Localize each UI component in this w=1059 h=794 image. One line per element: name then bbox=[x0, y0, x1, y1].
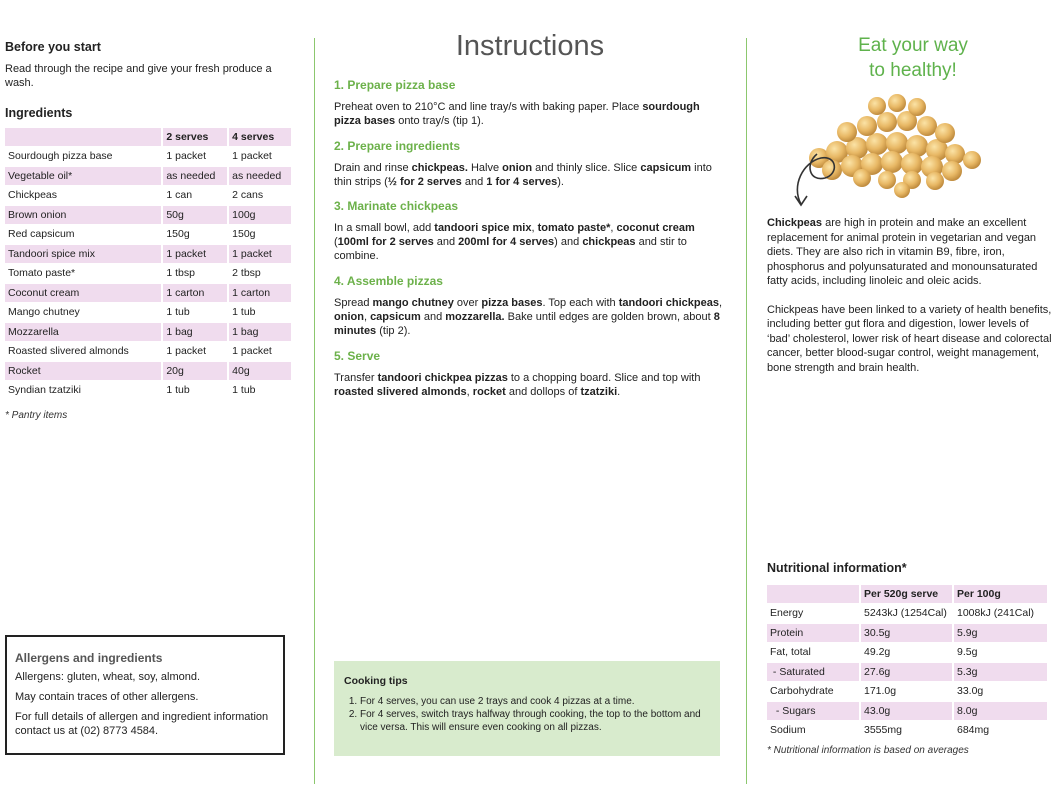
step-2-title: 2. Prepare ingredients bbox=[334, 139, 461, 153]
step-1 bbox=[334, 78, 726, 128]
nutrition-note: * Nutritional information is based on averages bbox=[767, 745, 969, 756]
before-you-start-text: Read through the recipe and give your fresh produce a wash. bbox=[5, 63, 272, 89]
chickpeas-info-paragraph-2: Chickpeas have been linked to a variety of health benefits, including better gut flora and digestion, lower levels of ‘bad’ cholesterol, lower risk of heart disease and colorectal cancer, better blood-sugar control, weight management, bone strength and brain health. bbox=[767, 303, 1052, 374]
pantry-note: * Pantry items bbox=[5, 410, 68, 421]
step-3-text: In a small bowl, add tandoori spice mix, tomato paste*, coconut cream (100ml for 2 serves and 200ml for 4 serves) and chickpeas and stir to combine. bbox=[334, 222, 695, 262]
cooking-tips-box bbox=[334, 661, 720, 756]
chickpeas-info-paragraph-1: Chickpeas are high in protein and make an excellent replacement for animal protein in vegetarian and vegan diets. They are also rich in vitamin B9, fibre, iron, phosphorus and polyunsaturated and monounsaturated fatty acids, including linoleic and oleic acids. bbox=[767, 217, 1038, 287]
ingredients-heading: Ingredients bbox=[5, 106, 73, 120]
step-2 bbox=[334, 139, 726, 189]
ingredient-name: Vegetable oil* bbox=[5, 167, 161, 185]
slogan-line-2: to healthy! bbox=[869, 60, 957, 81]
ingredient-name: Mozzarella bbox=[5, 323, 161, 341]
nutrient-per-100g: 5.3g bbox=[954, 663, 1047, 681]
ingredient-4-serves: 40g bbox=[229, 362, 291, 380]
table-row bbox=[767, 702, 1047, 720]
ingredient-2-serves: 1 bag bbox=[163, 323, 227, 341]
nutrient-name: Fat, total bbox=[767, 644, 859, 662]
ingredient-2-serves: 1 tub bbox=[163, 382, 227, 400]
nutrient-per-serve: 3555mg bbox=[861, 722, 952, 740]
step-4 bbox=[334, 274, 726, 338]
nutrient-per-serve: 49.2g bbox=[861, 644, 952, 662]
nutrient-name: Carbohydrate bbox=[767, 683, 859, 701]
nutrition-table bbox=[765, 583, 1049, 741]
chickpeas-info bbox=[767, 216, 1052, 389]
ingredient-4-serves: 1 packet bbox=[229, 245, 291, 263]
ingredient-2-serves: 1 tub bbox=[163, 304, 227, 322]
ingredients-header-row bbox=[5, 128, 291, 146]
table-row bbox=[5, 265, 291, 283]
ingredient-2-serves: as needed bbox=[163, 167, 227, 185]
ingredient-name: Syndian tzatziki bbox=[5, 382, 161, 400]
ingredients-table bbox=[3, 126, 293, 401]
step-5-title: 5. Serve bbox=[334, 349, 381, 363]
ingredients-header-2-serves: 2 serves bbox=[163, 128, 227, 146]
list-item: 2. For 4 serves, switch trays halfway through cooking, the top to the bottom and vice versa. This will ensure even cooking on all pizzas. bbox=[360, 708, 720, 734]
instructions-heading: Instructions bbox=[455, 30, 605, 62]
step-3 bbox=[334, 199, 726, 263]
ingredient-4-serves: 1 bag bbox=[229, 323, 291, 341]
ingredient-4-serves: 2 tbsp bbox=[229, 265, 291, 283]
nutrient-per-100g: 684mg bbox=[954, 722, 1047, 740]
step-5-text: Transfer tandoori chickpea pizzas to a chopping board. Slice and top with roasted slivered almonds, rocket and dollops of tzatziki. bbox=[334, 372, 701, 398]
nutrition-header-row bbox=[767, 585, 1047, 603]
table-row bbox=[767, 663, 1047, 681]
ingredient-name: Sourdough pizza base bbox=[5, 148, 161, 166]
ingredient-4-serves: 1 tub bbox=[229, 382, 291, 400]
cooking-tips-list bbox=[344, 695, 720, 734]
table-row bbox=[767, 624, 1047, 642]
step-1-title: 1. Prepare pizza base bbox=[334, 78, 456, 92]
nutrient-per-100g: 8.0g bbox=[954, 702, 1047, 720]
list-item: 1. For 4 serves, you can use 2 trays and cook 4 pizzas at a time. bbox=[360, 695, 720, 708]
nutrient-name: Energy bbox=[767, 605, 859, 623]
ingredient-name: Red capsicum bbox=[5, 226, 161, 244]
ingredient-2-serves: 20g bbox=[163, 362, 227, 380]
ingredient-name: Tomato paste* bbox=[5, 265, 161, 283]
table-row bbox=[5, 304, 291, 322]
table-row bbox=[5, 343, 291, 361]
ingredient-name: Brown onion bbox=[5, 206, 161, 224]
nutrient-per-100g: 9.5g bbox=[954, 644, 1047, 662]
ingredient-2-serves: 1 packet bbox=[163, 245, 227, 263]
nutrition-header-name bbox=[767, 585, 859, 603]
ingredient-4-serves: 150g bbox=[229, 226, 291, 244]
nutrient-name: Sodium bbox=[767, 722, 859, 740]
step-2-text: Drain and rinse chickpeas. Halve onion and thinly slice. Slice capsicum into thin strips (½ for 2 serves and 1 for 4 serves). bbox=[334, 162, 712, 188]
ingredient-4-serves: 1 carton bbox=[229, 284, 291, 302]
table-row bbox=[5, 148, 291, 166]
cooking-tips-heading: Cooking tips bbox=[344, 675, 408, 687]
nutrient-per-serve: 5243kJ (1254Cal) bbox=[861, 605, 952, 623]
ingredient-4-serves: 1 packet bbox=[229, 343, 291, 361]
nutrient-per-100g: 1008kJ (241Cal) bbox=[954, 605, 1047, 623]
slogan-line-1: Eat your way bbox=[858, 35, 968, 56]
nutrient-name: Protein bbox=[767, 624, 859, 642]
ingredient-2-serves: 1 can bbox=[163, 187, 227, 205]
ingredient-4-serves: 1 tub bbox=[229, 304, 291, 322]
step-4-title: 4. Assemble pizzas bbox=[334, 274, 443, 288]
nutrient-name: - Sugars bbox=[767, 702, 859, 720]
nutrient-per-100g: 33.0g bbox=[954, 683, 1047, 701]
allergens-traces: May contain traces of other allergens. bbox=[15, 691, 199, 703]
allergens-heading: Allergens and ingredients bbox=[15, 651, 163, 665]
chickpeas-pile bbox=[809, 94, 981, 198]
table-row bbox=[5, 206, 291, 224]
step-3-title: 3. Marinate chickpeas bbox=[334, 199, 459, 213]
ingredient-2-serves: 1 packet bbox=[163, 148, 227, 166]
table-row bbox=[5, 323, 291, 341]
table-row bbox=[5, 284, 291, 302]
ingredient-2-serves: 1 carton bbox=[163, 284, 227, 302]
ingredient-4-serves: 2 cans bbox=[229, 187, 291, 205]
ingredient-name: Tandoori spice mix bbox=[5, 245, 161, 263]
table-row bbox=[767, 722, 1047, 740]
table-row bbox=[5, 187, 291, 205]
nutrient-per-serve: 30.5g bbox=[861, 624, 952, 642]
ingredient-4-serves: as needed bbox=[229, 167, 291, 185]
nutrient-per-serve: 43.0g bbox=[861, 702, 952, 720]
ingredients-header-name bbox=[5, 128, 161, 146]
ingredient-2-serves: 50g bbox=[163, 206, 227, 224]
ingredient-2-serves: 1 packet bbox=[163, 343, 227, 361]
ingredients-header-4-serves: 4 serves bbox=[229, 128, 291, 146]
nutrient-per-serve: 171.0g bbox=[861, 683, 952, 701]
step-5 bbox=[334, 349, 726, 399]
nutrient-name: - Saturated bbox=[767, 663, 859, 681]
ingredient-2-serves: 1 tbsp bbox=[163, 265, 227, 283]
ingredient-4-serves: 100g bbox=[229, 206, 291, 224]
table-row bbox=[767, 605, 1047, 623]
chickpeas-illustration bbox=[777, 88, 1017, 210]
allergens-contact: For full details of allergen and ingredient information contact us at (02) 8773 4584. bbox=[15, 711, 269, 737]
nutrition-heading: Nutritional information* bbox=[767, 561, 907, 575]
table-row bbox=[5, 226, 291, 244]
table-row bbox=[5, 167, 291, 185]
ingredient-name: Roasted slivered almonds bbox=[5, 343, 161, 361]
table-row bbox=[767, 644, 1047, 662]
nutrient-per-serve: 27.6g bbox=[861, 663, 952, 681]
nutrition-header-per-serve: Per 520g serve bbox=[861, 585, 952, 603]
ingredient-name: Rocket bbox=[5, 362, 161, 380]
nutrient-per-100g: 5.9g bbox=[954, 624, 1047, 642]
before-you-start-heading: Before you start bbox=[5, 40, 101, 54]
divider-left bbox=[314, 38, 315, 784]
ingredient-4-serves: 1 packet bbox=[229, 148, 291, 166]
allergens-list: Allergens: gluten, wheat, soy, almond. bbox=[15, 671, 201, 683]
divider-right bbox=[746, 38, 747, 784]
ingredient-name: Mango chutney bbox=[5, 304, 161, 322]
table-row bbox=[5, 362, 291, 380]
step-4-text: Spread mango chutney over pizza bases. Top each with tandoori chickpeas, onion, capsicum and mozzarella. Bake until edges are golden brown, about 8 minutes (tip 2). bbox=[334, 297, 723, 337]
ingredient-name: Chickpeas bbox=[5, 187, 161, 205]
ingredient-2-serves: 150g bbox=[163, 226, 227, 244]
table-row bbox=[5, 245, 291, 263]
nutrition-header-per-100g: Per 100g bbox=[954, 585, 1047, 603]
allergens-box bbox=[5, 635, 285, 755]
table-row bbox=[5, 382, 291, 400]
table-row bbox=[767, 683, 1047, 701]
slogan bbox=[767, 33, 1059, 83]
ingredient-name: Coconut cream bbox=[5, 284, 161, 302]
step-1-text: Preheat oven to 210°C and line tray/s with baking paper. Place sourdough pizza bases onto tray/s (tip 1). bbox=[334, 101, 700, 127]
